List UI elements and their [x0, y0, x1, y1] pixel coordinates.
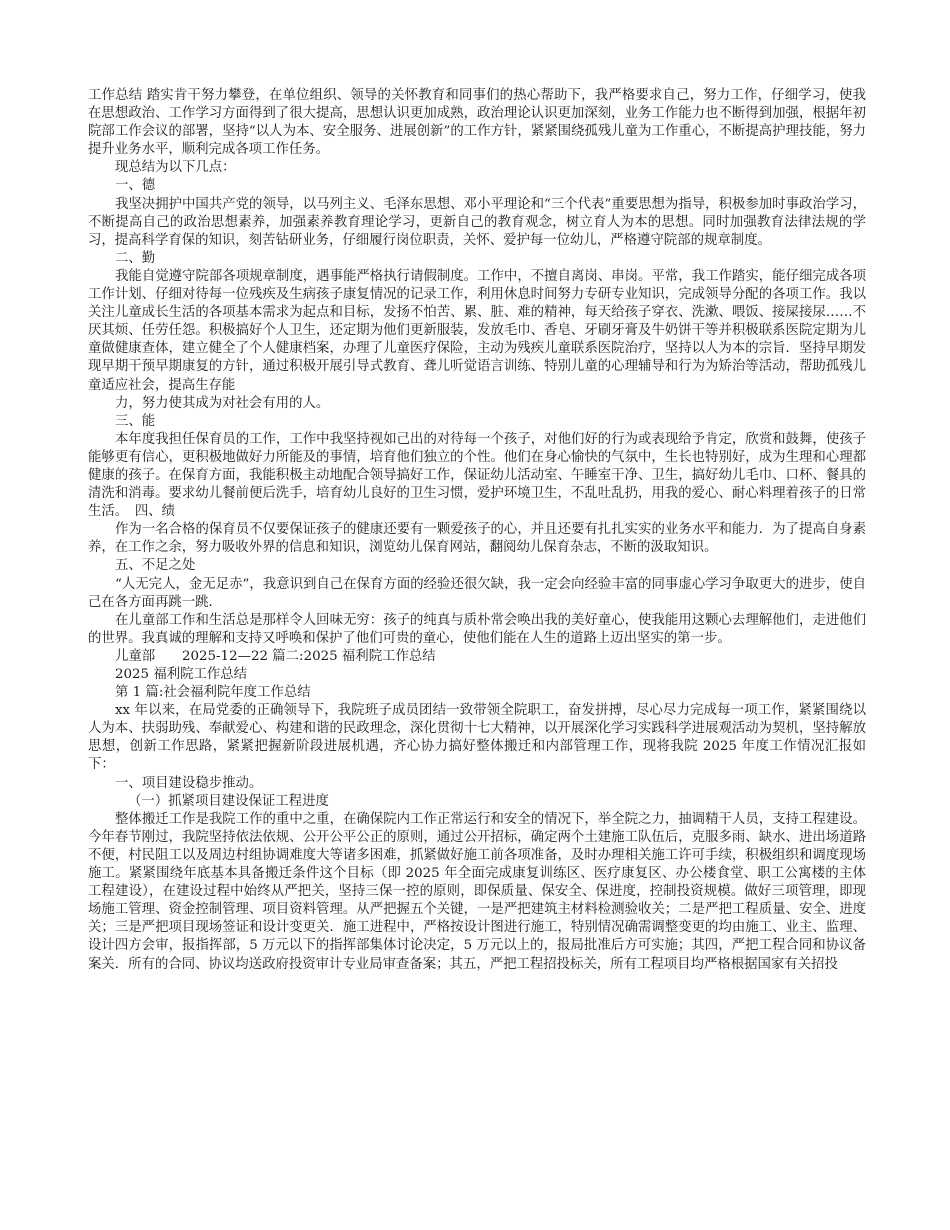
- paragraph-summary-lead: 现总结为以下几点：: [115, 160, 236, 176]
- section-heading-qin: 二、勤: [115, 250, 156, 266]
- subsection-heading-project: （一）抓紧项目建设保证工程进度: [128, 793, 329, 809]
- signature-date-line: 儿童部 2025-12—22 篇二:2025 福利院工作总结: [115, 648, 436, 664]
- section-heading-neng: 三、能: [115, 413, 156, 429]
- section-heading-de: 一、德: [115, 178, 156, 194]
- second-article-subtitle: 第 1 篇:社会福利院年度工作总结: [115, 685, 311, 701]
- paragraph-de: 我坚决拥护中国共产党的领导，以马列主义、毛泽东思想、邓小平理论和“三个代表”重要思想为指导，积极参加时事政治学习，不断提高自己的政治思想素养，加强素养教育理论学习，更新自己的教育观念，树立育人为本的思想。同时加强教育法律法规的学习，提高科学育保的知识，刻苦钻研业务，仔细履行岗位职责，关怀、爱护每一位幼儿，严格遵守院部的规章制度。: [88, 196, 866, 248]
- paragraph-intro: 工作总结 踏实肯干努力攀登，在单位组织、领导的关怀教育和同事们的热心帮助下，我严格要求自己，努力工作，仔细学习，使我在思想政治、工作学习方面得到了很大提高，思想认识更加成熟，政治理论认识更加深刻，业务工作能力也不断得到加强，根据年初院部工作会议的部署，坚持“以人为本、安全服务、进展创新”的工作方针，紧紧围绕孤残儿童为工作重心，不断提高护理技能，努力提升业务水平，顺利完成各项工作任务。: [88, 88, 866, 158]
- paragraph-ji: 作为一名合格的保育员不仅要保证孩子的健康还要有一颗爱孩子的心，并且还要有扎扎实实的业务水平和能力．为了提高自身素养，在工作之余，努力吸收外界的信息和知识，浏览幼儿保育网站，翻阅幼儿保育杂志，不断的汲取知识。: [88, 522, 866, 556]
- paragraph-qin-continued: 力，努力使其成为对社会有用的人。: [115, 395, 330, 411]
- paragraph-qin: 我能自觉遵守院部各项规章制度，遇事能严格执行请假制度。工作中，不擅自离岗、串岗。平常，我工作踏实，能仔细完成各项工作计划、仔细对待每一位残疾及生病孩子康复情况的记录工作，利用休息时间努力专研专业知识，完成领导分配的各项工作。我以关注儿童成长生活的各项基本需求为起点和目标，发扬不怕苦、累、脏、难的精神，每天给孩子穿衣、洗漱、喂饭、接屎接尿……不厌其烦、任劳任怨。积极搞好个人卫生，还定期为他们更新服装，发放毛巾、香皂、牙刷牙膏及牛奶饼干等并积极联系医院定期为儿童做健康查体，建立健全了个人健康档案，办理了儿童医疗保险，主动为残疾儿童联系医院治疗，坚持以人为本的宗旨．坚持早期发现早期干预早期康复的方针，通过积极开展引导式教育、聋儿听觉语言训练、特别儿童的心理辅导和行为为矫治等活动，帮助孤残儿童适应社会，提高生存能: [88, 268, 866, 393]
- paragraph-shortcomings: “人无完人，金无足赤”，我意识到自己在保育方面的经验还很欠缺，我一定会向经验丰富的同事虚心学习争取更大的进步，使自己在各方面再跳一跳．: [88, 576, 866, 610]
- paragraph-neng: 本年度我担任保育员的工作，工作中我坚持视如己出的对待每一个孩子，对他们好的行为或表现给予肯定，欣赏和鼓舞，使孩子能够更有信心，更积极地做好力所能及的事情，培育他们独立的个性。他们在身心愉快的气氛中，生长也特别好，成为生理和心理都健康的孩子。在保育方面，我能积极主动地配合领导搞好工作，保证幼儿活动室、午睡室干净、卫生，搞好幼儿毛巾、口杯、餐具的清洗和消毒。要求幼儿餐前便后洗手，培育幼儿良好的卫生习惯，爱护环境卫生，不乱吐乱扔，用我的爱心、耐心料理着孩子的日常生活。 四、绩: [88, 431, 866, 520]
- section-heading-shortcomings: 五、不足之处: [115, 558, 196, 574]
- paragraph-second-intro: xx 年以来，在局党委的正确领导下，我院班子成员团结一致带领全院职工，奋发拼搏，尽心尽力完成每一项工作，紧紧围绕以人为本、扶弱助残、奉献爱心、构建和谐的民政理念，深化贯彻十七大精神，以开展深化学习实践科学进展观活动为契机，坚持解放思想，创新工作思路，紧紧把握新阶段进展机遇，齐心协力搞好整体搬迁和内部管理工作，现将我院 2025 年度工作情况汇报如下：: [88, 703, 866, 773]
- section-heading-project: 一、项目建设稳步推动。: [115, 775, 263, 791]
- document-body: [88, 87, 866, 974]
- paragraph-closing: 在儿童部工作和生活总是那样令人回味无穷：孩子的纯真与质朴常会唤出我的美好童心，使我能用这颗心去理解他们，走进他们的世界。我真诚的理解和支持又呼唤和保护了他们可贵的童心，使他们能在人生的道路上迈出坚实的第一步。: [88, 612, 866, 646]
- paragraph-project: 整体搬迁工作是我院工作的重中之重，在确保院内工作正常运行和安全的情况下，举全院之力，抽调精干人员，支持工程建设。今年春节刚过，我院坚持依法依规、公开公平公正的原则，通过公开招标，确定两个土建施工队伍后，克服多雨、缺水、进出场道路不便，村民阻工以及周边村组协调难度大等诸多困难，抓紧做好施工前各项准备，及时办理相关施工许可手续，积极组织和调度现场施工。紧紧围绕年底基本具备搬迁条件这个目标（即 2025 年全面完成康复训练区、医疗康复区、办公楼食堂、职工公寓楼的主体工程建设），在建设过程中始终从严把关，坚持三保一控的原则，即保质量、保安全、保进度，控制投资规模。做好三项管理，即现场施工管理、资金控制管理、项目资料管理。从严把握五个关键，一是严把建筑主材料检测验收关；二是严把工程质量、安全、进度关；三是严把项目现场签证和设计变更关．施工进程中，严格按设计图进行施工，特别情况确需调整变更的均由施工、业主、监理、设计四方会审，报指挥部，5 万元以下的指挥部集体讨论决定，5 万元以上的，报局批准后方可实施；其四，严把工程合同和协议备案关．所有的合同、协议均送政府投资审计专业局审查备案；其五，严把工程招投标关，所有工程项目均严格根据国家有关招投: [88, 811, 866, 972]
- second-article-title: 2025 福利院工作总结: [115, 667, 248, 682]
